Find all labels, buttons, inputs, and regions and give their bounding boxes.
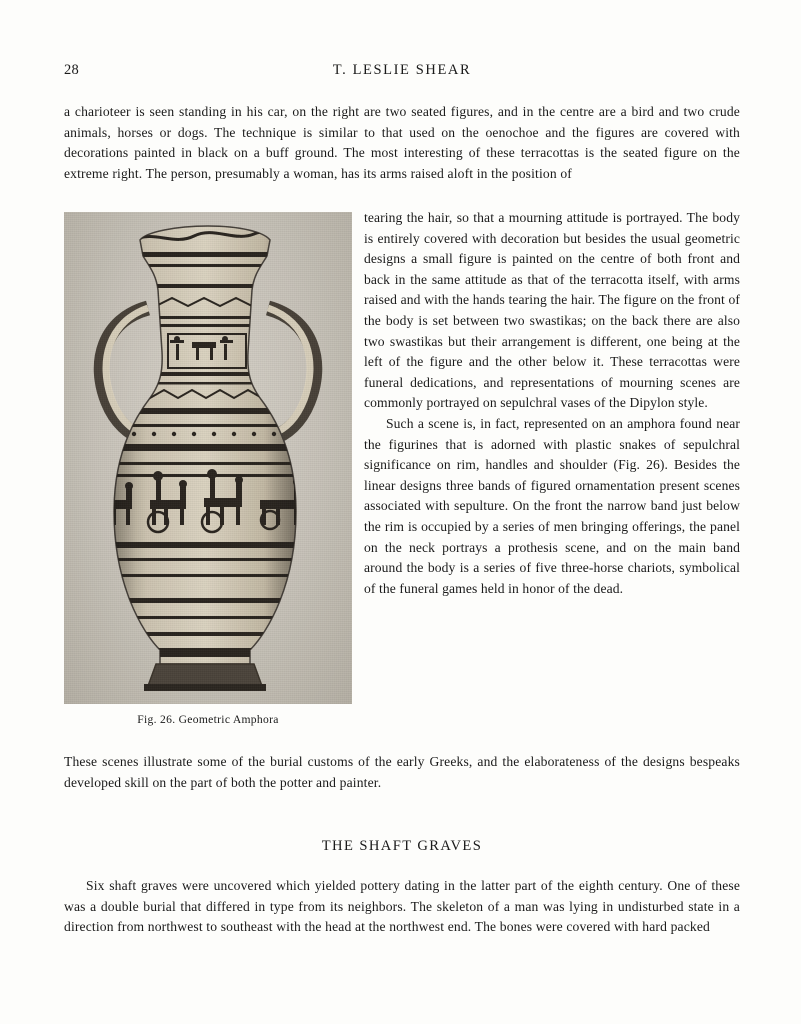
wrap-paragraph-2: Such a scene is, in fact, represented on an amphora found near the figurines that is adorned with plastic snakes of sepulchral significance on rim, handles and shoulder (Fig. 26). Besides the linear designs three bands of figured ornamentation present scenes associated with sepulture. On the front the narrow band just below the rim is occupied by a series of men bringing offerings, the panel on the neck portrays a prothesis scene, and on the main band around the body is a series of five three-horse chariots, symbolical of the funeral games held in honor of the dead. xyxy=(364,415,740,596)
paragraph-top: a charioteer is seen standing in his car, on the right are two seated figures, and in the centre are a bird and two crude animals, horses or dogs. The technique is similar to that used on the oenochoe and the figures are covered with decorations painted in black on a buff ground. The most interesting of these terracottas is the seated figure on the extreme right. The person, presumably a woman, has its arms raised aloft in the position of xyxy=(64,104,740,181)
page-header xyxy=(64,62,740,82)
wrapped-text-column xyxy=(364,208,740,599)
geometric-amphora-photo xyxy=(64,212,352,704)
section-heading: THE SHAFT GRAVES xyxy=(321,838,483,854)
tail-paragraph-block xyxy=(64,752,740,793)
page-number: 28 xyxy=(64,62,79,78)
photo-grain-overlay xyxy=(64,212,352,704)
running-head: T. LESLIE SHEAR xyxy=(332,62,472,78)
figure-caption: Fig. 26. Geometric Amphora xyxy=(137,713,279,726)
wrap-paragraph-1: tearing the hair, so that a mourning attitude is portrayed. The body is entirely covered with decoration but besides the usual geometric designs a small figure is painted on the centre of both front and back in the same attitude as that of the terracotta itself, with arms raised and with the hands tearing the hair. The figure on the front of the body is set between two swastikas; on the back there are also two swastikas but their arrangement is different, one being at the left of the figure and the other below it. These terracottas were funeral dedications, and representations of mourning scenes are commonly portrayed on sepulchral vases of the Dipylon style. xyxy=(364,210,740,411)
tail-paragraph: These scenes illustrate some of the burial customs of the early Greeks, and the elaborateness of the designs bespeaks developed skill on the part of both the potter and painter. xyxy=(64,754,740,790)
last-paragraph-block xyxy=(64,876,740,938)
figure-26 xyxy=(64,212,352,726)
top-paragraph-block xyxy=(64,102,740,184)
last-paragraph: Six shaft graves were uncovered which yielded pottery dating in the latter part of the eighth century. One of these was a double burial that differed in type from its neighbors. The skeleton of a man was lying in undisturbed state in a direction from northwest to southeast with the head at the northwest end. The bones were covered with hard packed xyxy=(64,878,740,935)
